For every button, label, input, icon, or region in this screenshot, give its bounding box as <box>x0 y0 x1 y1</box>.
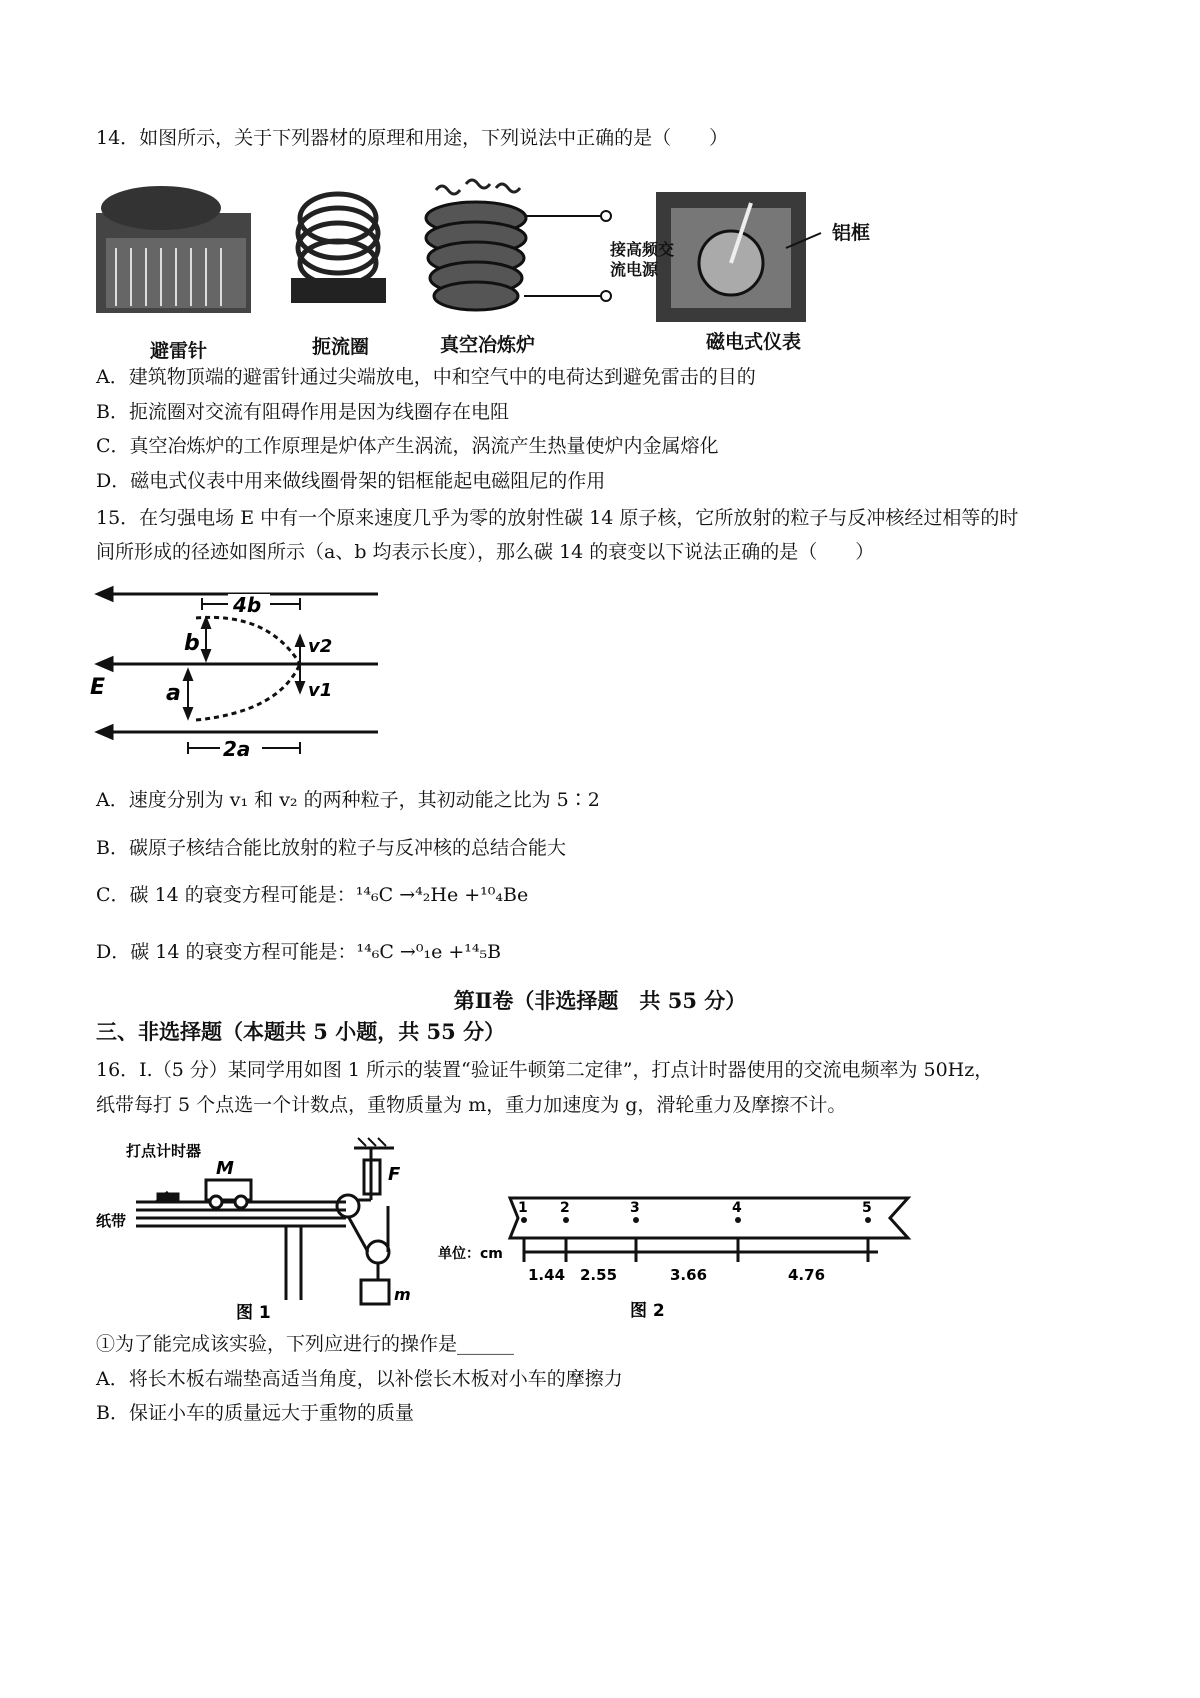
q15-stem-line2: 间所形成的径迹如图所示（a、b 均表示长度），那么碳 14 的衰变以下说法正确的是（ ） <box>96 541 875 563</box>
fig1-caption: 图 1 <box>236 1303 271 1322</box>
fig2-gap-3: 3.66 <box>670 1266 708 1284</box>
aluminum-frame-label: 铝框 <box>832 222 871 244</box>
fig2-gap-4: 4.76 <box>788 1266 826 1284</box>
q15-field-diagram <box>88 582 388 767</box>
label-a: a <box>166 681 181 706</box>
q14-option-c: C．真空冶炼炉的工作原理是炉体产生涡流，涡流产生热量使炉内金属熔化 <box>96 435 719 457</box>
q15-option-c <box>96 881 528 909</box>
label-2a: 2a <box>223 737 251 761</box>
q16-sub1: ①为了能完成该实验，下列应进行的操作是______ <box>96 1333 515 1355</box>
q15-stem-line1: 15．在匀强电场 E 中有一个原来速度几乎为零的放射性碳 14 原子核，它所放射的粒子与反冲核经过相等的时 <box>96 507 1019 529</box>
label-v2: v2 <box>308 636 333 657</box>
label-4b: 4b <box>233 593 262 617</box>
q16-line1: 16．Ⅰ.（5 分）某同学用如图 1 所示的装置“验证牛顿第二定律”，打点计时器使用的交流电频率为 50Hz， <box>96 1059 994 1081</box>
choke-coil-image <box>291 194 386 303</box>
q16-figure-1 <box>96 1130 416 1322</box>
q14-stem: 14．如图所示，关于下列器材的原理和用途，下列说法中正确的是（ ） <box>96 127 729 149</box>
fig2-gap-1: 1.44 <box>528 1266 566 1284</box>
section-heading: 三、非选择题（本题共 5 小题，共 55 分） <box>96 1019 506 1044</box>
q16-line2: 纸带每打 5 个点选一个计数点，重物质量为 m，重力加速度为 g，滑轮重力及摩擦不计。 <box>96 1094 847 1116</box>
fig2-point-1: 1 <box>518 1200 528 1216</box>
lightning-rod-image <box>96 186 251 313</box>
section-title: 第Ⅱ卷（非选择题 共 55 分） <box>453 988 747 1013</box>
fig2-point-2: 2 <box>560 1200 570 1216</box>
furnace-source-label: 接高频交流电源 <box>610 240 675 279</box>
fig1-f-label: F <box>388 1164 401 1185</box>
caption-choke-coil: 扼流圈 <box>312 336 370 358</box>
fig2-point-4: 4 <box>732 1200 742 1216</box>
label-b: b <box>184 631 200 656</box>
q15-option-d <box>96 938 501 966</box>
fig2-unit-label: 单位：cm <box>438 1246 503 1262</box>
q15-option-c-text: C．碳 14 的衰变方程可能是： <box>96 884 356 906</box>
q15-option-d-equation: ¹⁴₆C →⁰₁e +¹⁴₅B <box>356 941 502 963</box>
q14-option-d: D．磁电式仪表中用来做线圈骨架的铝框能起电磁阻尼的作用 <box>96 470 606 492</box>
caption-galvanometer: 磁电式仪表 <box>706 331 802 353</box>
fig1-m-cart-label: M <box>216 1158 234 1179</box>
caption-vacuum-furnace: 真空冶炼炉 <box>440 334 536 356</box>
label-v1: v1 <box>308 680 333 701</box>
caption-lightning-rod: 避雷针 <box>150 340 208 362</box>
q14-option-b: B．扼流圈对交流有阻碍作用是因为线圈存在电阻 <box>96 401 509 423</box>
label-e: E <box>90 675 106 700</box>
fig1-m-weight-label: m <box>394 1285 411 1304</box>
vacuum-furnace-image <box>426 180 611 310</box>
fig2-point-5: 5 <box>862 1200 872 1216</box>
q15-option-d-text: D．碳 14 的衰变方程可能是： <box>96 941 357 963</box>
fig2-point-3: 3 <box>630 1200 640 1216</box>
fig1-timer-label: 打点计时器 <box>126 1142 202 1160</box>
q14-option-a: A．建筑物顶端的避雷针通过尖端放电，中和空气中的电荷达到避免雷击的目的 <box>96 366 756 388</box>
fig1-tape-label: 纸带 <box>96 1212 127 1230</box>
fig2-caption: 图 2 <box>630 1301 665 1321</box>
q14-figure-strip <box>96 178 916 328</box>
q16-option-a: A．将长木板右端垫高适当角度，以补偿长木板对小车的摩擦力 <box>96 1368 623 1390</box>
q15-option-a: A．速度分别为 v₁ 和 v₂ 的两种粒子，其初动能之比为 5∶2 <box>96 789 600 811</box>
fig2-gap-2: 2.55 <box>580 1266 618 1284</box>
q16-figure-2 <box>438 1190 918 1322</box>
q16-option-b: B．保证小车的质量远大于重物的质量 <box>96 1402 414 1424</box>
q15-option-c-equation: ¹⁴₆C →⁴₂He +¹⁰₄Be <box>355 884 529 906</box>
q15-option-b: B．碳原子核结合能比放射的粒子与反冲核的总结合能大 <box>96 837 566 859</box>
